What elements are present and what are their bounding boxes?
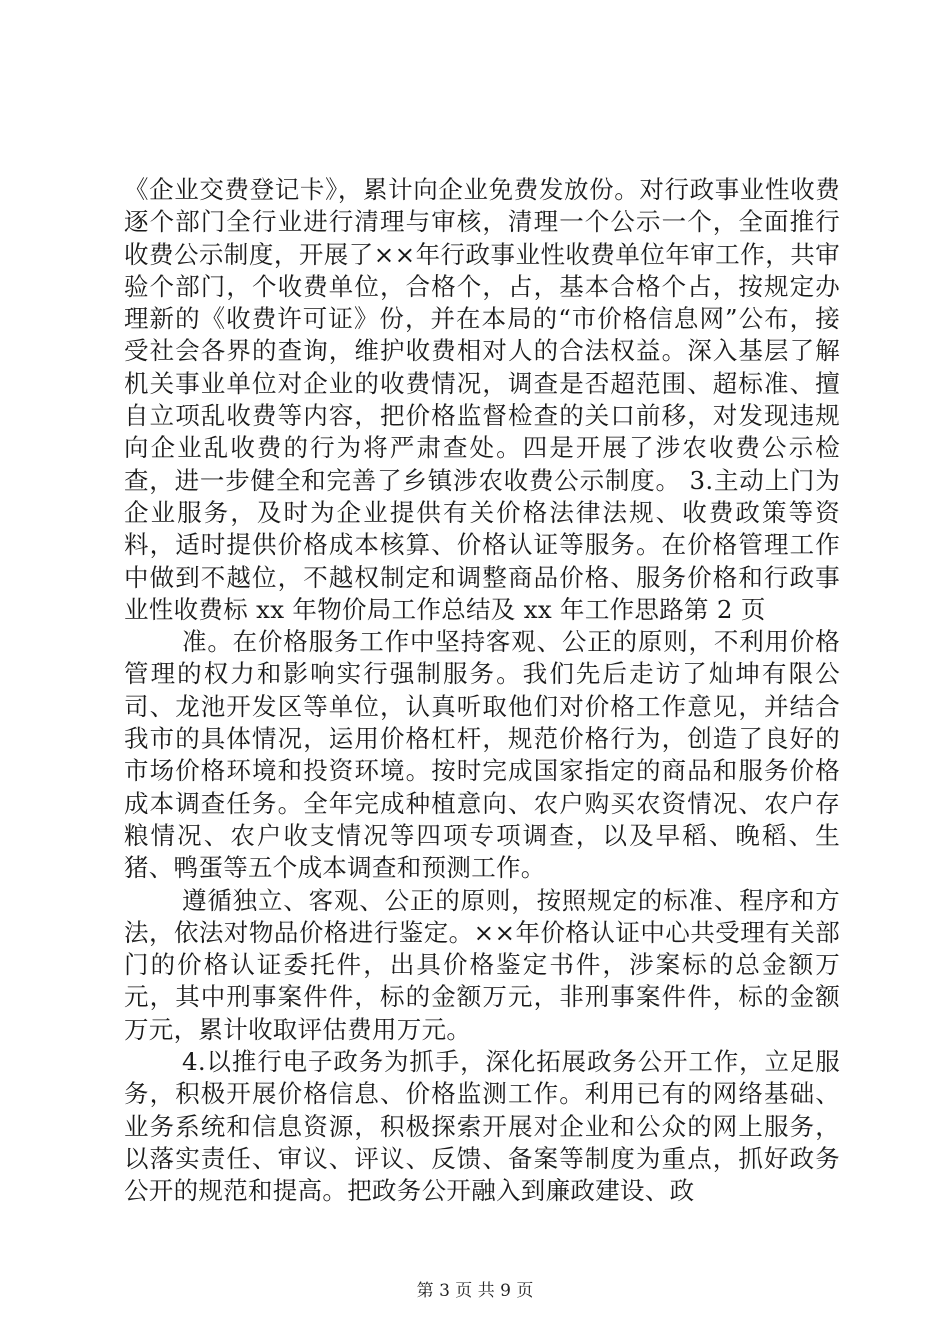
paragraph-4: 4.以推行电子政务为抓手，深化拓展政务公开工作，立足服务，积极开展价格信息、价格监测工作。利用已有的网络基础、业务系统和信息资源，积极探索开展对企业和公众的网上服务，以落实责任、审议、评议、反馈、备案等制度为重点，抓好政务公开的规范和提高。把政务公开融入到廉政建设、政	[124, 1047, 840, 1206]
paragraph-3: 遵循独立、客观、公正的原则，按照规定的标准、程序和方法，依法对物品价格进行鉴定。××年价格认证中心共受理有关部门的价格认证委托件，出具价格鉴定书件，涉案标的总金额万元，其中刑事案件件，标的金额万元，非刑事案件件，标的金额万元，累计收取评估费用万元。	[124, 885, 840, 1044]
document-body	[124, 174, 840, 1208]
paragraph-2: 准。在价格服务工作中坚持客观、公正的原则，不利用价格管理的权力和影响实行强制服务。我们先后走访了灿坤有限公司、龙池开发区等单位，认真听取他们对价格工作意见，并结合我市的具体情况，运用价格杠杆，规范价格行为，创造了良好的市场价格环境和投资环境。按时完成国家指定的商品和服务价格成本调查任务。全年完成种植意向、农户购买农资情况、农户存粮情况、农户收支情况等四项专项调查，以及早稻、晚稻、生猪、鸭蛋等五个成本调查和预测工作。	[124, 627, 840, 883]
paragraph-1: 《企业交费登记卡》，累计向企业免费发放份。对行政事业性收费逐个部门全行业进行清理与审核，清理一个公示一个，全面推行收费公示制度，开展了××年行政事业性收费单位年审工作，共审验个部门，个收费单位，合格个，占，基本合格个占，按规定办理新的《收费许可证》份，并在本局的“市价格信息网”公布，接受社会各界的查询，维护收费相对人的合法权益。深入基层了解机关事业单位对企业的收费情况，调查是否超范围、超标准、擅自立项乱收费等内容，把价格监督检查的关口前移，对发现违规向企业乱收费的行为将严肃查处。四是开展了涉农收费公示检查，进一步健全和完善了乡镇涉农收费公示制度。 3.主动上门为企业服务，及时为企业提供有关价格法律法规、收费政策等资料，适时提供价格成本核算、价格认证等服务。在价格管理工作中做到不越位，不越权制定和调整商品价格、服务价格和行政事业性收费标 xx 年物价局工作总结及 xx 年工作思路第 2 页	[124, 175, 840, 624]
page-footer: 第 3 页 共 9 页	[416, 1281, 534, 1301]
